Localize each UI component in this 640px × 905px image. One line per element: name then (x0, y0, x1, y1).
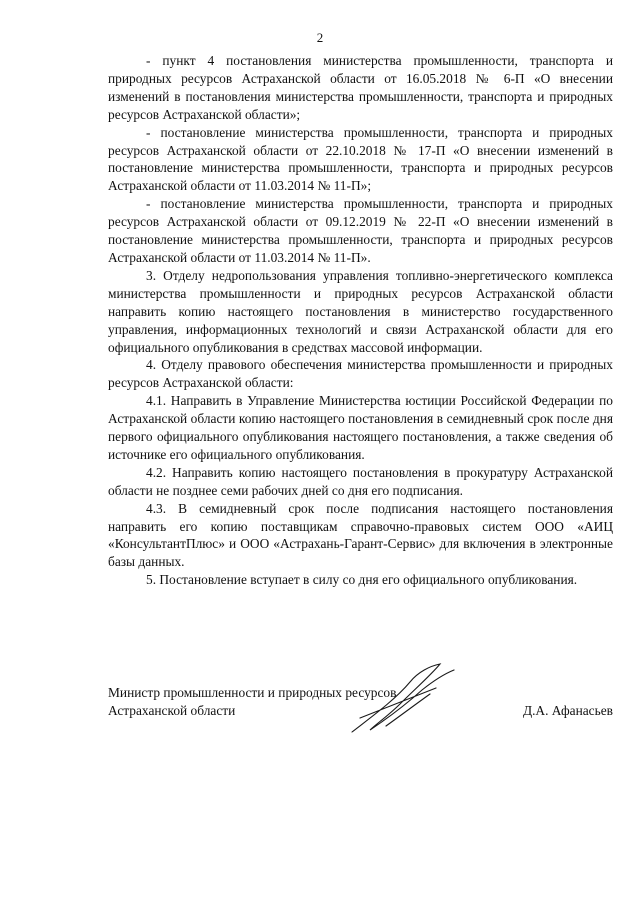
signatory-title: Министр промышленности и природных ресурсов Астраханской области (108, 685, 397, 718)
handwritten-signature (340, 660, 460, 740)
signatory-name: Д.А. Афанасьев (522, 703, 613, 718)
paragraph-item-4-2: 4.2. Направить копию настоящего постановления в прокуратуру Астраханской области не позднее семи рабочих дней со дня его подписания. (108, 464, 613, 498)
paragraph-clause-4-item: - пункт 4 постановления министерства промышленности, транспорта и природных ресурсов Астраханской области от 16.05.2018 № 6-П «О внесении изменений в постановления министерства промышленности, транспорта и природных ресурсов Астраханской области»; (108, 53, 613, 122)
paragraph-item-4-1: 4.1. Направить в Управление Министерства юстиции Российской Федерации по Астраханской области копию настоящего постановления в семидневный срок после дня первого официального опубликования настоящего постановления, а также сведения об источнике его официального опубликования. (108, 393, 613, 462)
document-body (108, 52, 613, 589)
page-number: 2 (316, 30, 324, 45)
paragraph-item-4: 4. Отделу правового обеспечения министерства промышленности и природных ресурсов Астраханской области: (108, 357, 613, 391)
signature-block (108, 684, 613, 744)
paragraph-item-3: 3. Отделу недропользования управления топливно-энергетического комплекса министерства промышленности и природных ресурсов Астраханской области направить копию настоящего постановления в министерство государственного управления, информационных технологий и связи Астраханской области для его официального опубликования в средствах массовой информации. (108, 267, 613, 355)
paragraph-resolution-22p: - постановление министерства промышленности, транспорта и природных ресурсов Астраханской области от 09.12.2019 № 22-П «О внесении изменений в постановление министерства промышленности, транспорта и природных ресурсов Астраханской области от 11.03.2014 № 11-П». (108, 196, 613, 265)
paragraph-item-5: 5. Постановление вступает в силу со дня его официального опубликования. (146, 572, 578, 588)
paragraph-resolution-17p: - постановление министерства промышленности, транспорта и природных ресурсов Астраханской области от 22.10.2018 № 17-П «О внесении изменений в постановление министерства промышленности, транспорта и природных ресурсов Астраханской области от 11.03.2014 № 11-П»; (108, 124, 613, 194)
paragraph-item-4-3: 4.3. В семидневный срок после подписания настоящего постановления направить его копию поставщикам справочно-правовых систем ООО «АИЦ «КонсультантПлюс» и ООО «Астрахань-Гарант-Сервис» для включения в электронные базы данных. (108, 500, 613, 570)
